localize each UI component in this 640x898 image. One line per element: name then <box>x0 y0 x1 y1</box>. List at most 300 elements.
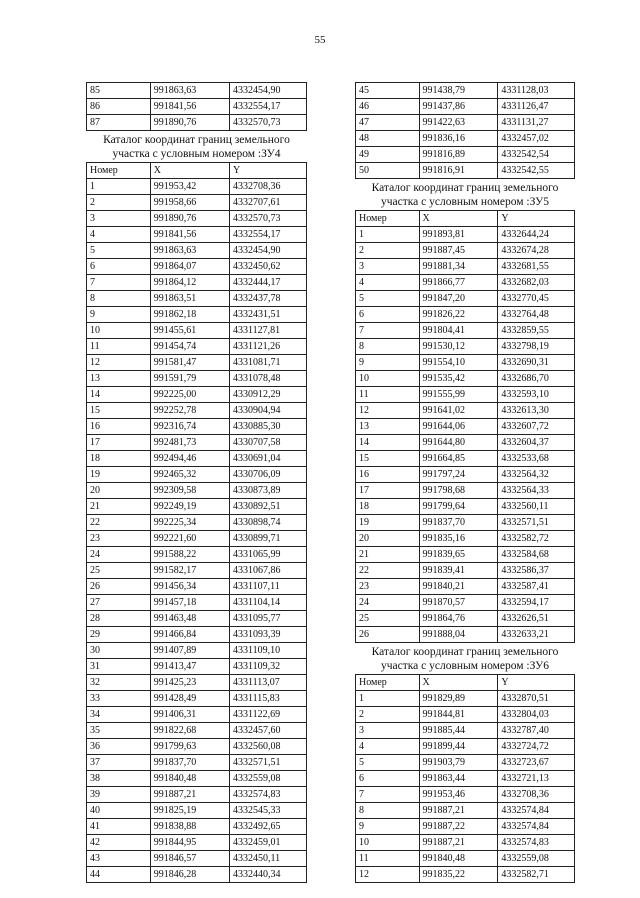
cell-y: 4332708,36 <box>498 787 575 803</box>
cell-number: 16 <box>356 467 420 483</box>
table-row <box>87 835 307 851</box>
cell-x: 991839,41 <box>419 563 498 579</box>
cell-x: 991641,02 <box>419 403 498 419</box>
cell-number: 10 <box>87 323 151 339</box>
table-row <box>87 531 307 547</box>
cell-y: 4332582,71 <box>498 867 575 883</box>
cell-number: 9 <box>356 355 420 371</box>
coordinates-table-zu4 <box>86 162 307 883</box>
table-row <box>356 547 575 563</box>
header-y: Y <box>229 163 306 179</box>
table-row <box>356 243 575 259</box>
table-row <box>356 787 575 803</box>
cell-x: 991835,16 <box>419 531 498 547</box>
table-row <box>356 323 575 339</box>
cell-y: 4332431,51 <box>229 307 306 323</box>
cell-x: 991863,63 <box>150 243 229 259</box>
cell-y: 4332560,08 <box>229 739 306 755</box>
cell-y: 4331078,48 <box>229 371 306 387</box>
cell-number: 41 <box>87 819 151 835</box>
cell-y: 4331067,86 <box>229 563 306 579</box>
cell-x: 991554,10 <box>419 355 498 371</box>
cell-y: 4331115,83 <box>229 691 306 707</box>
table-row <box>87 851 307 867</box>
cell-number: 16 <box>87 419 151 435</box>
cell-x: 991457,18 <box>150 595 229 611</box>
cell-number: 43 <box>87 851 151 867</box>
cell-number: 30 <box>87 643 151 659</box>
cell-number: 5 <box>356 755 420 771</box>
table-row <box>87 83 307 99</box>
cell-x: 992252,78 <box>150 403 229 419</box>
cell-y: 4331127,81 <box>229 323 306 339</box>
cell-number: 42 <box>87 835 151 851</box>
cell-x: 991816,89 <box>419 147 498 163</box>
cell-number: 12 <box>87 355 151 371</box>
cell-x: 991407,89 <box>150 643 229 659</box>
cell-x: 991888,04 <box>419 627 498 643</box>
cell-y: 4332594,17 <box>498 595 575 611</box>
cell-x: 991847,20 <box>419 291 498 307</box>
cell-number: 12 <box>356 867 420 883</box>
table-row <box>356 499 575 515</box>
cell-x: 991887,21 <box>150 787 229 803</box>
table-row <box>356 803 575 819</box>
cell-y: 4332571,51 <box>498 515 575 531</box>
cell-y: 4331128,03 <box>498 83 575 99</box>
cell-y: 4330912,29 <box>229 387 306 403</box>
cell-x: 991864,12 <box>150 275 229 291</box>
cell-number: 6 <box>87 259 151 275</box>
cell-number: 86 <box>87 99 151 115</box>
cell-number: 38 <box>87 771 151 787</box>
cell-y: 4332574,83 <box>229 787 306 803</box>
cell-number: 2 <box>356 243 420 259</box>
cell-number: 17 <box>87 435 151 451</box>
cell-number: 19 <box>87 467 151 483</box>
catalog-caption-zu6 <box>355 645 575 673</box>
cell-x: 991838,88 <box>150 819 229 835</box>
header-y: Y <box>498 211 575 227</box>
table-row <box>356 131 575 147</box>
cell-y: 4332626,51 <box>498 611 575 627</box>
cell-number: 29 <box>87 627 151 643</box>
cell-y: 4332681,55 <box>498 259 575 275</box>
cell-x: 991890,76 <box>150 115 229 131</box>
cell-number: 12 <box>356 403 420 419</box>
header-number: Номер <box>87 163 151 179</box>
cell-number: 11 <box>356 387 420 403</box>
coordinates-table-zu5 <box>355 210 575 643</box>
cell-y: 4332584,68 <box>498 547 575 563</box>
cell-number: 6 <box>356 771 420 787</box>
caption-line: Каталог координат границ земельного <box>103 134 290 146</box>
cell-y: 4332574,84 <box>498 819 575 835</box>
table-row <box>356 307 575 323</box>
cell-x: 991826,22 <box>419 307 498 323</box>
cell-number: 3 <box>87 211 151 227</box>
cell-number: 5 <box>356 291 420 307</box>
cell-x: 991798,68 <box>419 483 498 499</box>
table-row <box>356 163 575 179</box>
cell-x: 991840,48 <box>419 851 498 867</box>
cell-x: 991837,70 <box>150 755 229 771</box>
cell-number: 18 <box>356 499 420 515</box>
cell-y: 4332570,73 <box>229 211 306 227</box>
cell-x: 991903,79 <box>419 755 498 771</box>
cell-y: 4331095,77 <box>229 611 306 627</box>
cell-y: 4332724,72 <box>498 739 575 755</box>
table-row <box>87 307 307 323</box>
table-row <box>356 339 575 355</box>
cell-number: 34 <box>87 707 151 723</box>
cell-number: 6 <box>356 307 420 323</box>
cell-x: 991836,16 <box>419 131 498 147</box>
cell-number: 33 <box>87 691 151 707</box>
cell-number: 4 <box>87 227 151 243</box>
cell-x: 991829,89 <box>419 691 498 707</box>
table-row <box>87 627 307 643</box>
cell-x: 991899,44 <box>419 739 498 755</box>
cell-x: 991456,34 <box>150 579 229 595</box>
cell-y: 4332586,37 <box>498 563 575 579</box>
cell-number: 8 <box>356 339 420 355</box>
table-row <box>87 771 307 787</box>
table-row <box>87 179 307 195</box>
cell-x: 991816,91 <box>419 163 498 179</box>
cell-number: 45 <box>356 83 420 99</box>
cell-number: 13 <box>87 371 151 387</box>
cell-number: 22 <box>87 515 151 531</box>
cell-y: 4332859,55 <box>498 323 575 339</box>
cell-number: 18 <box>87 451 151 467</box>
cell-y: 4332787,40 <box>498 723 575 739</box>
cell-y: 4332723,67 <box>498 755 575 771</box>
header-x: X <box>419 211 498 227</box>
cell-y: 4332454,90 <box>229 83 306 99</box>
table-row <box>87 195 307 211</box>
cell-x: 992481,73 <box>150 435 229 451</box>
cell-y: 4331131,27 <box>498 115 575 131</box>
cell-number: 3 <box>356 259 420 275</box>
cell-x: 991887,21 <box>419 803 498 819</box>
table-header-row <box>87 163 307 179</box>
cell-y: 4332574,84 <box>498 803 575 819</box>
table-row <box>356 867 575 883</box>
cell-number: 87 <box>87 115 151 131</box>
table-row <box>87 291 307 307</box>
cell-x: 991437,86 <box>419 99 498 115</box>
cell-number: 19 <box>356 515 420 531</box>
cell-y: 4332798,19 <box>498 339 575 355</box>
table-row <box>87 499 307 515</box>
cell-x: 991591,79 <box>150 371 229 387</box>
cell-x: 991887,21 <box>419 835 498 851</box>
header-number: Номер <box>356 675 420 691</box>
cell-x: 992494,46 <box>150 451 229 467</box>
table-row <box>87 787 307 803</box>
cell-number: 24 <box>356 595 420 611</box>
cell-number: 24 <box>87 547 151 563</box>
caption-line: участка с условным номером :ЗУ5 <box>380 196 549 208</box>
table-row <box>356 355 575 371</box>
table-row <box>356 115 575 131</box>
cell-x: 991463,48 <box>150 611 229 627</box>
cell-y: 4332690,31 <box>498 355 575 371</box>
cell-x: 991466,84 <box>150 627 229 643</box>
cell-x: 991588,22 <box>150 547 229 563</box>
cell-x: 992225,34 <box>150 515 229 531</box>
header-x: X <box>419 675 498 691</box>
cell-number: 11 <box>356 851 420 867</box>
table-row <box>87 323 307 339</box>
table-row <box>356 275 575 291</box>
cell-number: 4 <box>356 275 420 291</box>
cell-x: 991887,22 <box>419 819 498 835</box>
left-column <box>86 82 307 883</box>
cell-x: 991804,41 <box>419 323 498 339</box>
cell-number: 3 <box>356 723 420 739</box>
cell-number: 40 <box>87 803 151 819</box>
cell-y: 4330904,94 <box>229 403 306 419</box>
table-row <box>87 243 307 259</box>
table-row <box>356 451 575 467</box>
cell-number: 32 <box>87 675 151 691</box>
cell-y: 4330873,89 <box>229 483 306 499</box>
table-row <box>87 691 307 707</box>
cell-y: 4332613,30 <box>498 403 575 419</box>
table-row <box>87 547 307 563</box>
cell-number: 9 <box>87 307 151 323</box>
header-x: X <box>150 163 229 179</box>
cell-x: 991822,68 <box>150 723 229 739</box>
cell-y: 4332559,08 <box>498 851 575 867</box>
continuation-table-left <box>86 82 307 131</box>
cell-x: 992225,00 <box>150 387 229 403</box>
cell-x: 991864,76 <box>419 611 498 627</box>
right-column <box>355 82 575 883</box>
cell-number: 8 <box>87 291 151 307</box>
cell-x: 991799,63 <box>150 739 229 755</box>
table-row <box>87 723 307 739</box>
cell-number: 22 <box>356 563 420 579</box>
table-row <box>87 755 307 771</box>
cell-x: 991864,07 <box>150 259 229 275</box>
cell-x: 991837,70 <box>419 515 498 531</box>
table-row <box>356 483 575 499</box>
table-row <box>87 611 307 627</box>
cell-y: 4332570,73 <box>229 115 306 131</box>
table-row <box>87 675 307 691</box>
cell-y: 4332564,33 <box>498 483 575 499</box>
cell-x: 991425,23 <box>150 675 229 691</box>
table-row <box>87 467 307 483</box>
coordinates-table-zu6 <box>355 674 575 883</box>
cell-number: 15 <box>87 403 151 419</box>
cell-number: 1 <box>87 179 151 195</box>
cell-y: 4332582,72 <box>498 531 575 547</box>
caption-line: Каталог координат границ земельного <box>371 646 559 658</box>
cell-x: 991406,31 <box>150 707 229 723</box>
table-row <box>87 275 307 291</box>
cell-y: 4331065,99 <box>229 547 306 563</box>
cell-number: 17 <box>356 483 420 499</box>
cell-number: 39 <box>87 787 151 803</box>
table-row <box>356 435 575 451</box>
table-row <box>356 819 575 835</box>
cell-y: 4332457,02 <box>498 131 575 147</box>
cell-x: 991413,47 <box>150 659 229 675</box>
cell-x: 991870,57 <box>419 595 498 611</box>
cell-x: 991835,22 <box>419 867 498 883</box>
table-row <box>87 659 307 675</box>
table-row <box>356 579 575 595</box>
cell-y: 4332459,01 <box>229 835 306 851</box>
cell-number: 26 <box>356 627 420 643</box>
table-row <box>87 435 307 451</box>
cell-y: 4332604,37 <box>498 435 575 451</box>
cell-y: 4332804,03 <box>498 707 575 723</box>
cell-y: 4331109,10 <box>229 643 306 659</box>
cell-x: 991953,42 <box>150 179 229 195</box>
cell-x: 991887,45 <box>419 243 498 259</box>
table-row <box>356 611 575 627</box>
table-row <box>356 851 575 867</box>
cell-y: 4330899,71 <box>229 531 306 547</box>
cell-y: 4332554,17 <box>229 99 306 115</box>
cell-x: 991863,44 <box>419 771 498 787</box>
cell-x: 991881,34 <box>419 259 498 275</box>
table-row <box>87 387 307 403</box>
cell-number: 2 <box>356 707 420 723</box>
cell-number: 14 <box>356 435 420 451</box>
cell-y: 4332559,08 <box>229 771 306 787</box>
cell-number: 1 <box>356 227 420 243</box>
cell-number: 2 <box>87 195 151 211</box>
cell-x: 992465,32 <box>150 467 229 483</box>
table-row <box>87 595 307 611</box>
cell-x: 991438,79 <box>419 83 498 99</box>
cell-y: 4332721,13 <box>498 771 575 787</box>
cell-number: 14 <box>87 387 151 403</box>
cell-y: 4332454,90 <box>229 243 306 259</box>
cell-x: 991644,80 <box>419 435 498 451</box>
cell-x: 991644,06 <box>419 419 498 435</box>
table-row <box>87 371 307 387</box>
table-row <box>87 515 307 531</box>
cell-number: 21 <box>356 547 420 563</box>
table-row <box>356 291 575 307</box>
cell-number: 31 <box>87 659 151 675</box>
table-row <box>356 531 575 547</box>
cell-y: 4332686,70 <box>498 371 575 387</box>
cell-number: 20 <box>87 483 151 499</box>
table-row <box>356 419 575 435</box>
table-row <box>87 259 307 275</box>
cell-number: 15 <box>356 451 420 467</box>
header-y: Y <box>498 675 575 691</box>
header-number: Номер <box>356 211 420 227</box>
cell-number: 7 <box>87 275 151 291</box>
cell-y: 4332682,03 <box>498 275 575 291</box>
cell-number: 37 <box>87 755 151 771</box>
cell-number: 9 <box>356 819 420 835</box>
table-row <box>356 707 575 723</box>
table-row <box>87 403 307 419</box>
table-row <box>87 419 307 435</box>
cell-y: 4332440,34 <box>229 867 306 883</box>
cell-y: 4332542,54 <box>498 147 575 163</box>
cell-y: 4332707,61 <box>229 195 306 211</box>
cell-x: 991664,85 <box>419 451 498 467</box>
cell-y: 4332574,83 <box>498 835 575 851</box>
cell-y: 4331093,39 <box>229 627 306 643</box>
cell-number: 35 <box>87 723 151 739</box>
cell-y: 4332450,62 <box>229 259 306 275</box>
cell-x: 991799,64 <box>419 499 498 515</box>
cell-number: 28 <box>87 611 151 627</box>
cell-x: 991844,81 <box>419 707 498 723</box>
cell-y: 4332607,72 <box>498 419 575 435</box>
cell-x: 991797,24 <box>419 467 498 483</box>
cell-number: 7 <box>356 787 420 803</box>
cell-y: 4332492,65 <box>229 819 306 835</box>
cell-number: 36 <box>87 739 151 755</box>
cell-y: 4331104,14 <box>229 595 306 611</box>
table-row <box>87 115 307 131</box>
table-row <box>87 451 307 467</box>
page-number: 55 <box>314 34 326 46</box>
table-row <box>356 99 575 115</box>
cell-x: 991428,49 <box>150 691 229 707</box>
table-row <box>356 371 575 387</box>
cell-y: 4332770,45 <box>498 291 575 307</box>
cell-y: 4332437,78 <box>229 291 306 307</box>
cell-x: 991839,65 <box>419 547 498 563</box>
cell-x: 991863,63 <box>150 83 229 99</box>
cell-x: 991530,12 <box>419 339 498 355</box>
cell-x: 991958,66 <box>150 195 229 211</box>
cell-y: 4331121,26 <box>229 339 306 355</box>
caption-line: участка с условным номером :ЗУ6 <box>380 660 549 672</box>
cell-number: 27 <box>87 595 151 611</box>
cell-x: 992249,19 <box>150 499 229 515</box>
cell-x: 991422,63 <box>419 115 498 131</box>
cell-y: 4332571,51 <box>229 755 306 771</box>
cell-x: 992316,74 <box>150 419 229 435</box>
cell-number: 11 <box>87 339 151 355</box>
cell-number: 7 <box>356 323 420 339</box>
cell-number: 1 <box>356 691 420 707</box>
cell-x: 991535,42 <box>419 371 498 387</box>
cell-y: 4332764,48 <box>498 307 575 323</box>
cell-number: 10 <box>356 371 420 387</box>
cell-y: 4330691,04 <box>229 451 306 467</box>
cell-x: 991846,28 <box>150 867 229 883</box>
cell-y: 4330898,74 <box>229 515 306 531</box>
cell-y: 4332450,11 <box>229 851 306 867</box>
cell-x: 991844,95 <box>150 835 229 851</box>
cell-number: 20 <box>356 531 420 547</box>
table-row <box>87 563 307 579</box>
table-row <box>356 771 575 787</box>
cell-y: 4332542,55 <box>498 163 575 179</box>
cell-x: 991846,57 <box>150 851 229 867</box>
cell-y: 4332533,68 <box>498 451 575 467</box>
cell-number: 21 <box>87 499 151 515</box>
cell-y: 4331126,47 <box>498 99 575 115</box>
table-row <box>87 739 307 755</box>
